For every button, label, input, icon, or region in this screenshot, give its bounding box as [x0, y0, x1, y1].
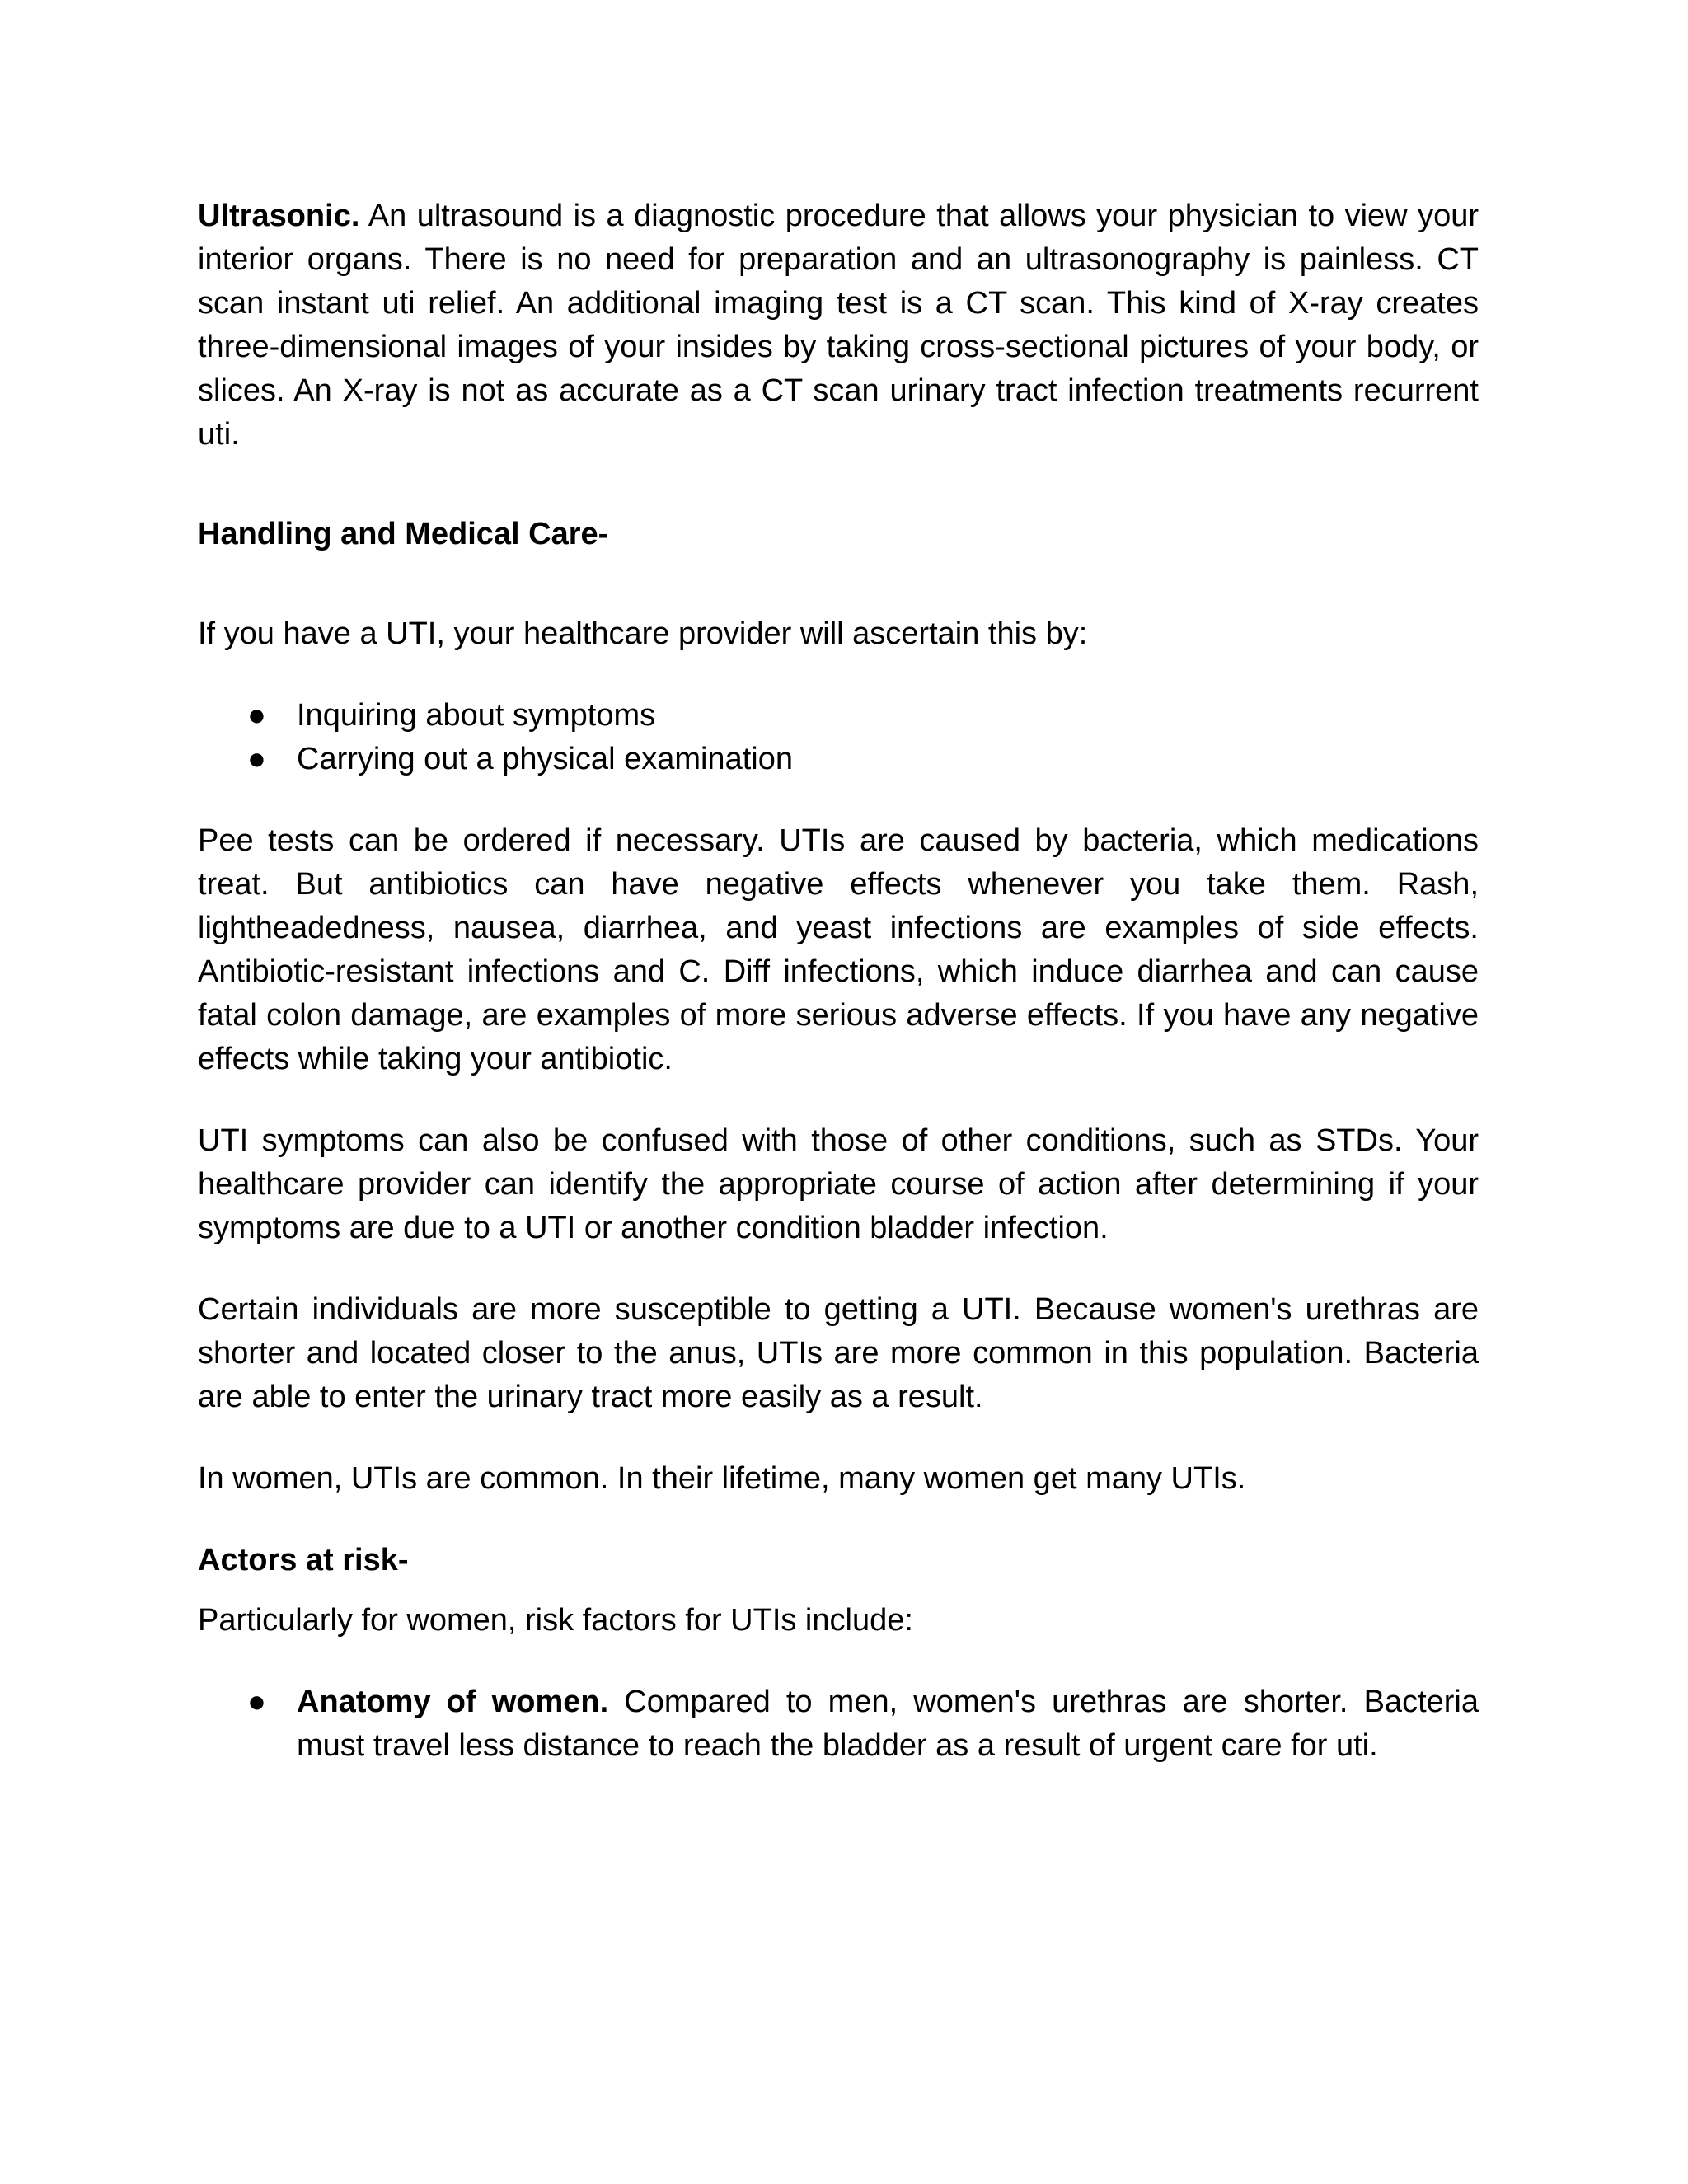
paragraph-women-common: In women, UTIs are common. In their lifetime, many women get many UTIs. — [198, 1461, 1246, 1496]
paragraph-symptoms-confused: UTI symptoms can also be confused with those of other conditions, such as STDs. Your healthcare provider can identify the appropriate course of action after determining if your symptoms are due to a UTI or another condition bladder infection. — [198, 1123, 1479, 1245]
section-heading-handling: Handling and Medical Care- — [198, 517, 609, 551]
list-item — [198, 1680, 1479, 1768]
paragraph-text-ultrasonic: An ultrasound is a diagnostic procedure that allows your physician to view your interior organs. There is no need for preparation and an ultrasonography is painless. CT scan instant uti relief. An additional imaging test is a CT scan. This kind of X-ray creates three-dimensional images of your insides by taking cross-sectional pictures of your body, or slices. An X-ray is not as accurate as a CT scan urinary tract infection treatments recurrent uti. — [198, 199, 1479, 452]
list-item-text: Inquiring about symptoms — [297, 698, 656, 733]
paragraph-ultrasonic — [198, 194, 1479, 457]
list-item-text: Compared to men, women's urethras are shorter. Bacteria must travel less distance to reach the bladder as a result of urgent care for uti. — [297, 1685, 1479, 1763]
paragraph-intro-handling: If you have a UTI, your healthcare provider will ascertain this by: — [198, 616, 1088, 651]
bullet-icon: ● — [247, 698, 266, 733]
list-item-lead: Anatomy of women. — [297, 1685, 609, 1719]
paragraph-lead-ultrasonic: Ultrasonic. — [198, 199, 360, 233]
bullet-list-diagnosis — [198, 694, 1479, 781]
bullet-list-risk-factors — [198, 1680, 1479, 1768]
bullet-icon: ● — [247, 742, 266, 776]
paragraph-susceptible: Certain individuals are more susceptible to getting a UTI. Because women's urethras are shorter and located closer to the anus, UTIs are more common in this population. Bacteria are able to enter the urinary tract more easily as a result. — [198, 1292, 1479, 1414]
list-item — [198, 738, 1479, 781]
document-body — [198, 194, 1479, 1768]
list-item — [198, 694, 1479, 738]
paragraph-risk-factors-intro: Particularly for women, risk factors for UTIs include: — [198, 1603, 913, 1638]
section-heading-actors-at-risk: Actors at risk- — [198, 1543, 409, 1577]
paragraph-pee-tests: Pee tests can be ordered if necessary. UTIs are caused by bacteria, which medications treat. But antibiotics can have negative effects whenever you take them. Rash, lightheadedness, nausea, diarrhea, and yeast infections are examples of side effects. Antibiotic-resistant infections and C. Diff infections, which induce diarrhea and can cause fatal colon damage, are examples of more serious adverse effects. If you have any negative effects while taking your antibiotic. — [198, 823, 1479, 1076]
list-item-text: Carrying out a physical examination — [297, 742, 793, 776]
bullet-icon: ● — [247, 1685, 266, 1719]
